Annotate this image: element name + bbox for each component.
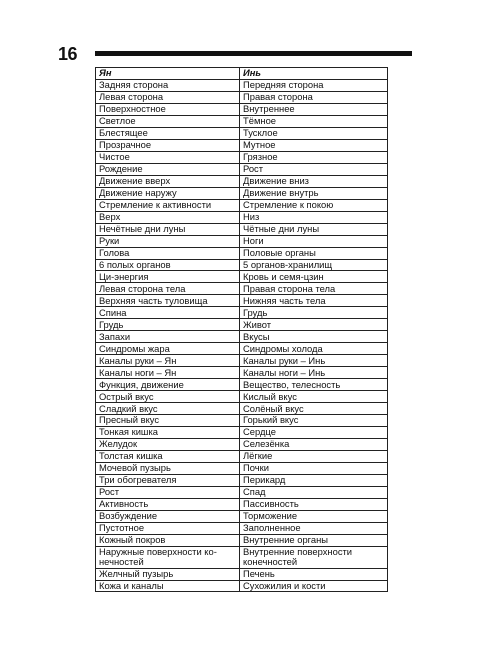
yang-cell: Голова: [96, 247, 240, 259]
table-row: [96, 486, 388, 498]
yin-cell: Спад: [240, 486, 388, 498]
yin-cell: Внутренние органы: [240, 534, 388, 546]
yang-cell: Тонкая кишка: [96, 427, 240, 439]
table-row: [96, 271, 388, 283]
yin-cell: Заполненное: [240, 522, 388, 534]
yang-cell: Руки: [96, 235, 240, 247]
table-row: [96, 319, 388, 331]
yin-cell: Чётные дни луны: [240, 223, 388, 235]
table-row: [96, 175, 388, 187]
yin-cell: Тусклое: [240, 127, 388, 139]
yang-cell: Стремление к активности: [96, 199, 240, 211]
table-row: [96, 91, 388, 103]
yin-cell: Грязное: [240, 151, 388, 163]
yang-cell: Желудок: [96, 439, 240, 451]
yin-cell: Половые органы: [240, 247, 388, 259]
table-row: [96, 451, 388, 463]
yin-cell: Синдромы холода: [240, 343, 388, 355]
table-row: [96, 139, 388, 151]
yang-cell: Функция, движение: [96, 379, 240, 391]
yang-cell: Желчный пузырь: [96, 568, 240, 580]
yang-cell: Ци-энергия: [96, 271, 240, 283]
yin-cell: Селезёнка: [240, 439, 388, 451]
table-row: [96, 247, 388, 259]
yin-cell: Стремление к покою: [240, 199, 388, 211]
yang-cell: Движение вверх: [96, 175, 240, 187]
yang-cell: Кожа и каналы: [96, 580, 240, 592]
table-row: [96, 534, 388, 546]
yin-cell: Нижняя часть тела: [240, 295, 388, 307]
table-row: [96, 498, 388, 510]
yang-cell: Мочевой пузырь: [96, 462, 240, 474]
table-row: [96, 462, 388, 474]
yang-cell: Запахи: [96, 331, 240, 343]
table-row: [96, 223, 388, 235]
table-row: [96, 510, 388, 522]
yin-cell: Печень: [240, 568, 388, 580]
yin-cell: Кислый вкус: [240, 391, 388, 403]
yin-cell: Внутреннее: [240, 103, 388, 115]
table-row: [96, 580, 388, 592]
yin-cell: Сердце: [240, 427, 388, 439]
table-row: [96, 151, 388, 163]
yin-yang-table: [95, 67, 388, 592]
yin-cell: Лёгкие: [240, 451, 388, 463]
yang-cell: Острый вкус: [96, 391, 240, 403]
yang-cell: Рост: [96, 486, 240, 498]
yang-cell: Пустотное: [96, 522, 240, 534]
table-row: [96, 307, 388, 319]
yin-cell: Сухожилия и кости: [240, 580, 388, 592]
yin-cell: Движение вниз: [240, 175, 388, 187]
table-row: [96, 103, 388, 115]
table-row: [96, 391, 388, 403]
table-row: [96, 474, 388, 486]
header-rule: [95, 51, 412, 56]
yang-cell: Рождение: [96, 163, 240, 175]
yang-cell: Синдромы жара: [96, 343, 240, 355]
yang-cell: Поверхностное: [96, 103, 240, 115]
yin-cell: Правая сторона: [240, 91, 388, 103]
yin-cell: Низ: [240, 211, 388, 223]
yin-cell: Кровь и семя-цзин: [240, 271, 388, 283]
yang-cell: Грудь: [96, 319, 240, 331]
yang-cell: Возбуждение: [96, 510, 240, 522]
table-row: [96, 343, 388, 355]
table-row: [96, 415, 388, 427]
table-row: [96, 522, 388, 534]
yang-cell: Задняя сторона: [96, 79, 240, 91]
yin-cell: Живот: [240, 319, 388, 331]
table-row: [96, 403, 388, 415]
yin-cell: Горький вкус: [240, 415, 388, 427]
yin-cell: Солёный вкус: [240, 403, 388, 415]
table-row: [96, 568, 388, 580]
yin-cell: Ноги: [240, 235, 388, 247]
yang-cell: Светлое: [96, 115, 240, 127]
yin-cell: Мутное: [240, 139, 388, 151]
yang-cell: Три обогревателя: [96, 474, 240, 486]
table-row: [96, 546, 388, 568]
yin-cell: Тёмное: [240, 115, 388, 127]
table-row: [96, 187, 388, 199]
table-row: [96, 199, 388, 211]
table-row: [96, 127, 388, 139]
table-body: [96, 79, 388, 592]
yang-cell: Левая сторона тела: [96, 283, 240, 295]
yin-cell: Движение внутрь: [240, 187, 388, 199]
table-row: [96, 439, 388, 451]
yin-cell: Правая сторона тела: [240, 283, 388, 295]
table-row: [96, 295, 388, 307]
yang-cell: Каналы ноги – Ян: [96, 367, 240, 379]
yin-cell: Каналы ноги – Инь: [240, 367, 388, 379]
table-row: [96, 235, 388, 247]
yang-cell: Спина: [96, 307, 240, 319]
yang-cell: Кожный покров: [96, 534, 240, 546]
table-header-row: [96, 68, 388, 80]
yang-cell: Верх: [96, 211, 240, 223]
yang-cell: Прозрачное: [96, 139, 240, 151]
table-row: [96, 331, 388, 343]
yang-cell: Сладкий вкус: [96, 403, 240, 415]
table-row: [96, 283, 388, 295]
yang-cell: Верхняя часть туловища: [96, 295, 240, 307]
yang-cell: Левая сторона: [96, 91, 240, 103]
table-row: [96, 355, 388, 367]
yin-cell: Почки: [240, 462, 388, 474]
page-number: 16: [58, 44, 78, 64]
yang-cell: Нечётные дни луны: [96, 223, 240, 235]
yang-cell: Пресный вкус: [96, 415, 240, 427]
yang-cell: Активность: [96, 498, 240, 510]
column-header-yang: Ян: [96, 68, 240, 80]
table-row: [96, 379, 388, 391]
yang-cell: Движение наружу: [96, 187, 240, 199]
yin-cell: Вещество, телесность: [240, 379, 388, 391]
table-row: [96, 259, 388, 271]
table-row: [96, 367, 388, 379]
yang-cell: Наружные поверхности ко- нечностей: [96, 546, 240, 568]
yin-cell: Пассивность: [240, 498, 388, 510]
column-header-yin: Инь: [240, 68, 388, 80]
table-row: [96, 427, 388, 439]
yin-cell: Грудь: [240, 307, 388, 319]
yin-cell: 5 органов-хранилищ: [240, 259, 388, 271]
yang-cell: Блестящее: [96, 127, 240, 139]
table-row: [96, 115, 388, 127]
yin-cell: Вкусы: [240, 331, 388, 343]
yin-cell: Каналы руки – Инь: [240, 355, 388, 367]
yin-cell: Перикард: [240, 474, 388, 486]
yin-cell: Внутренние поверхности конечностей: [240, 546, 388, 568]
yang-cell: Каналы руки – Ян: [96, 355, 240, 367]
table-row: [96, 211, 388, 223]
yin-cell: Рост: [240, 163, 388, 175]
yin-cell: Передняя сторона: [240, 79, 388, 91]
yin-cell: Торможение: [240, 510, 388, 522]
table-row: [96, 163, 388, 175]
yang-cell: Чистое: [96, 151, 240, 163]
yang-cell: 6 полых органов: [96, 259, 240, 271]
table-row: [96, 79, 388, 91]
yang-cell: Толстая кишка: [96, 451, 240, 463]
